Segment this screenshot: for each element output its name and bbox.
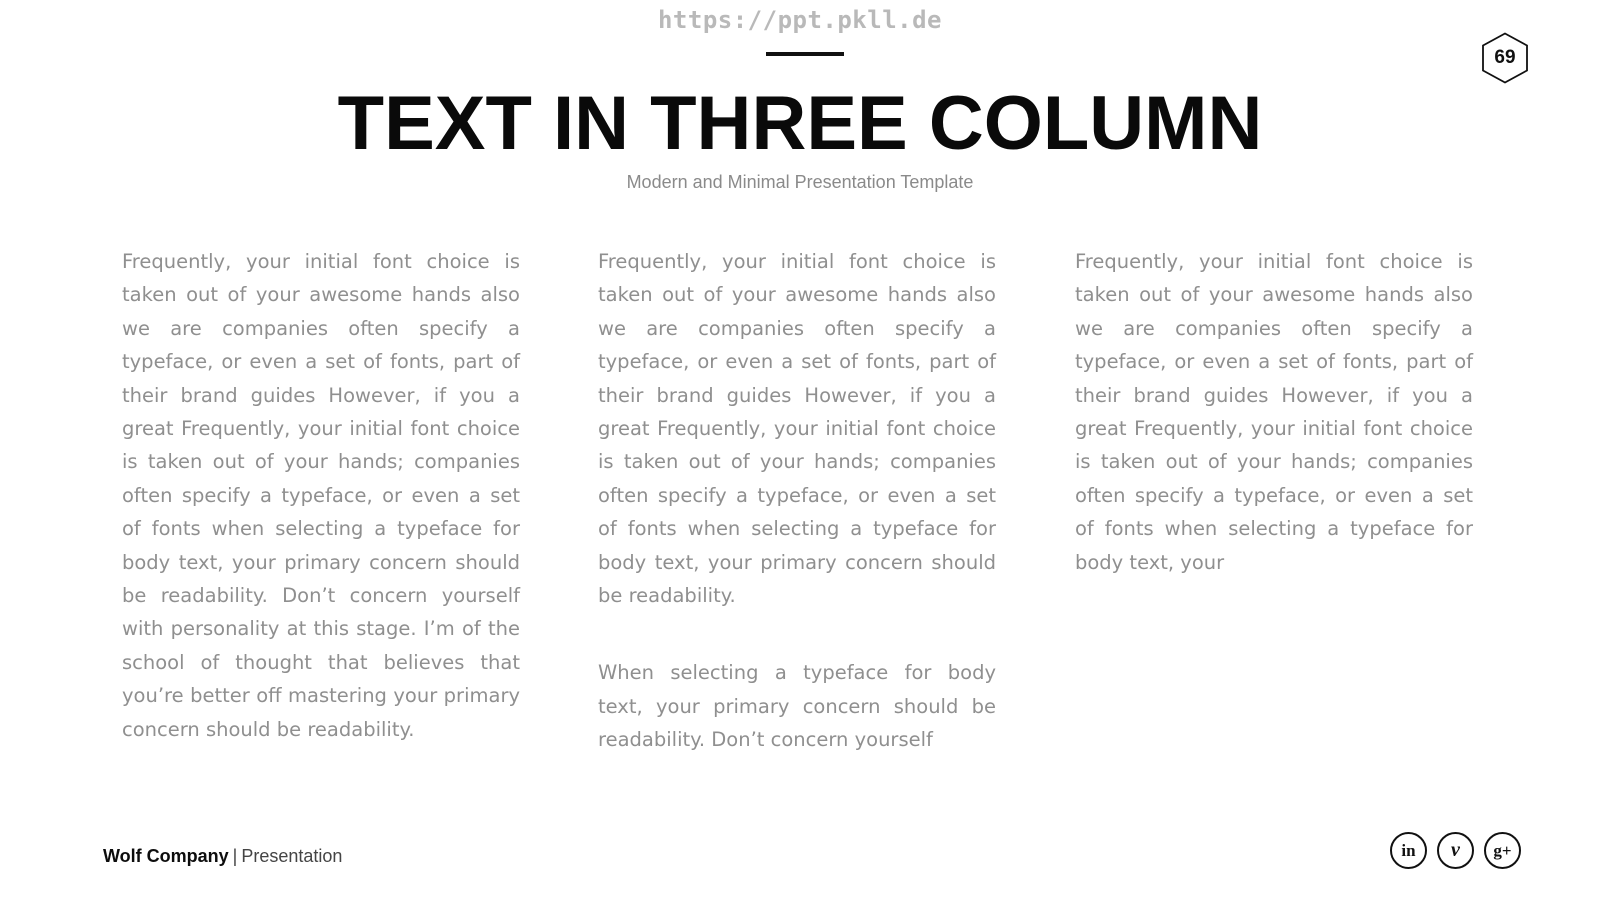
column-paragraph: When selecting a typeface for body text, your primary concern should be readability. Don’t concern yourself bbox=[598, 661, 996, 752]
column-paragraph: Frequently, your initial font choice is taken out of your awesome hands also we are companies often specify a typeface, or even a set of fonts, part of their brand guides However, if you a great Frequently, your initial font choice is taken out of your hands; companies often specify a typeface, or even a set of fonts when selecting a typeface for body text, your primary concern should be readability. Don’t concern yourself with personality at this stage. I’m of the school of thought that believes that you’re better off mastering your primary concern should be readability. bbox=[122, 250, 520, 741]
url-watermark: https://ppt.pkll.de bbox=[657, 6, 943, 34]
slide-number-badge bbox=[1481, 32, 1529, 84]
google-plus-glyph: g+ bbox=[1493, 840, 1512, 860]
title-divider bbox=[766, 52, 844, 56]
text-column-2 bbox=[598, 245, 996, 757]
footer-separator: | bbox=[232, 846, 238, 866]
page-subtitle: Modern and Minimal Presentation Template bbox=[626, 172, 974, 192]
text-column-3 bbox=[1075, 245, 1473, 579]
vimeo-icon[interactable] bbox=[1437, 832, 1474, 869]
column-paragraph: Frequently, your initial font choice is taken out of your awesome hands also we are companies often specify a typeface, or even a set of fonts, part of their brand guides However, if you a great Frequently, your initial font choice is taken out of your hands; companies often specify a typeface, or even a set of fonts when selecting a typeface for body text, your primary concern should be readability. bbox=[598, 250, 996, 608]
google-plus-icon[interactable] bbox=[1484, 832, 1521, 869]
linkedin-icon[interactable] bbox=[1390, 832, 1427, 869]
footer-label: Presentation bbox=[241, 846, 343, 866]
company-name: Wolf Company bbox=[103, 846, 229, 866]
footer-brand bbox=[103, 846, 342, 867]
social-links bbox=[1390, 832, 1521, 869]
column-paragraph: Frequently, your initial font choice is taken out of your awesome hands also we are companies often specify a typeface, or even a set of fonts, part of their brand guides However, if you a great Frequently, your initial font choice is taken out of your hands; companies often specify a typeface, or even a set of fonts when selecting a typeface for body text, your bbox=[1075, 250, 1473, 574]
slide-number: 69 bbox=[1494, 47, 1516, 68]
vimeo-glyph: v bbox=[1451, 839, 1460, 861]
linkedin-glyph: in bbox=[1401, 840, 1416, 860]
page-title: TEXT IN THREE COLUMN bbox=[337, 81, 1263, 166]
text-column-1 bbox=[122, 245, 520, 746]
